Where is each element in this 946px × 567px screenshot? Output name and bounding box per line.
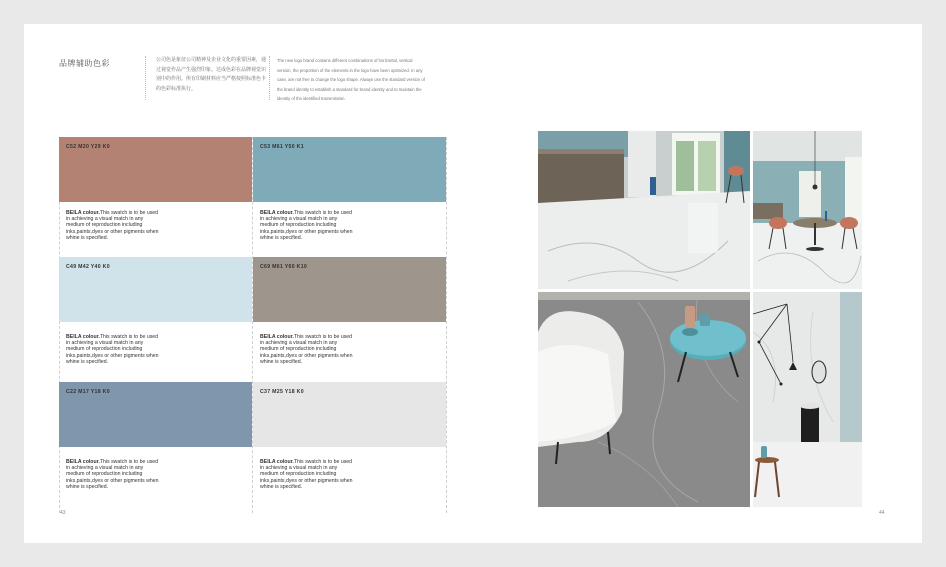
color-code: C69 M61 Y60 K10 bbox=[260, 264, 308, 270]
description-text: This swatch is to be used in achieving a visual match in any medium of reproduction including inks,paints,dyes or other pigments when whine is specified. bbox=[66, 334, 159, 365]
color-code: C49 M42 Y40 K0 bbox=[66, 264, 110, 270]
brand-name: BEILA colour. bbox=[66, 210, 100, 216]
kitchen-interior-photo bbox=[538, 131, 750, 289]
living-room-photo bbox=[538, 292, 750, 507]
english-intro-text: The new logo brand contains different combinations of horizontal, vertical version, the proportion of the elements in the logo have been optimized. In any case, are not free to change the logo shape. Always use the standard version of the brand identity to establish a standard for brand identity and to maintain the identity of the identified transmission. bbox=[277, 58, 425, 101]
swatch-card bbox=[253, 257, 446, 365]
swatch-card bbox=[253, 382, 446, 490]
swatch-description bbox=[66, 334, 162, 365]
brand-name: BEILA colour. bbox=[260, 210, 294, 216]
description-text: This swatch is to be used in achieving a visual match in any medium of reproduction including inks,paints,dyes or other pigments when whine is specified. bbox=[66, 459, 159, 490]
swatch-card bbox=[59, 382, 252, 490]
brand-name: BEILA colour. bbox=[66, 459, 100, 465]
swatch-card bbox=[59, 137, 252, 241]
brochure-spread bbox=[24, 24, 922, 543]
bathroom-photo bbox=[753, 292, 862, 507]
description-text: This swatch is to be used in achieving a visual match in any medium of reproduction including inks,paints,dyes or other pigments when whine is specified. bbox=[260, 459, 353, 490]
description-text: This swatch is to be used in achieving a visual match in any medium of reproduction including inks,paints,dyes or other pigments when whine is specified. bbox=[66, 210, 159, 241]
brand-name: BEILA colour. bbox=[66, 334, 100, 340]
color-block bbox=[253, 382, 446, 447]
page-number-right: 44 bbox=[879, 510, 885, 516]
chinese-intro-text: 公司色是象征公司精神及企业文化的重要因素，通过视觉作品产生强烈印象。达成色彩在品牌视觉识别中的作用。所有印刷材料应当严格按照标准色卡的色彩标准执行。 bbox=[156, 57, 267, 92]
color-block bbox=[59, 257, 252, 322]
swatch-description bbox=[260, 459, 356, 490]
color-block bbox=[253, 137, 446, 202]
brand-name: BEILA colour. bbox=[260, 334, 294, 340]
divider bbox=[145, 56, 146, 100]
description-text: This swatch is to be used in achieving a visual match in any medium of reproduction including inks,paints,dyes or other pigments when whine is specified. bbox=[260, 210, 353, 241]
color-block bbox=[59, 137, 252, 202]
grid-line bbox=[446, 137, 447, 513]
color-swatch-grid bbox=[59, 137, 447, 513]
color-block bbox=[59, 382, 252, 447]
divider bbox=[269, 56, 270, 100]
swatch-description bbox=[66, 210, 162, 241]
swatch-description bbox=[260, 210, 356, 241]
page-title: 品牌辅助色彩 bbox=[59, 59, 110, 68]
color-code: C37 M25 Y18 K0 bbox=[260, 389, 304, 395]
color-code: C22 M17 Y18 K0 bbox=[66, 389, 110, 395]
description-text: This swatch is to be used in achieving a visual match in any medium of reproduction including inks,paints,dyes or other pigments when whine is specified. bbox=[260, 334, 353, 365]
swatch-card bbox=[253, 137, 446, 241]
color-code: C53 M61 Y50 K1 bbox=[260, 144, 304, 150]
color-block bbox=[253, 257, 446, 322]
swatch-description bbox=[260, 334, 356, 365]
swatch-card bbox=[59, 257, 252, 365]
dining-room-photo bbox=[753, 131, 862, 289]
brand-name: BEILA colour. bbox=[260, 459, 294, 465]
color-code: C52 M20 Y29 K0 bbox=[66, 144, 110, 150]
page-number-left: 43 bbox=[60, 510, 66, 516]
swatch-description bbox=[66, 459, 162, 490]
